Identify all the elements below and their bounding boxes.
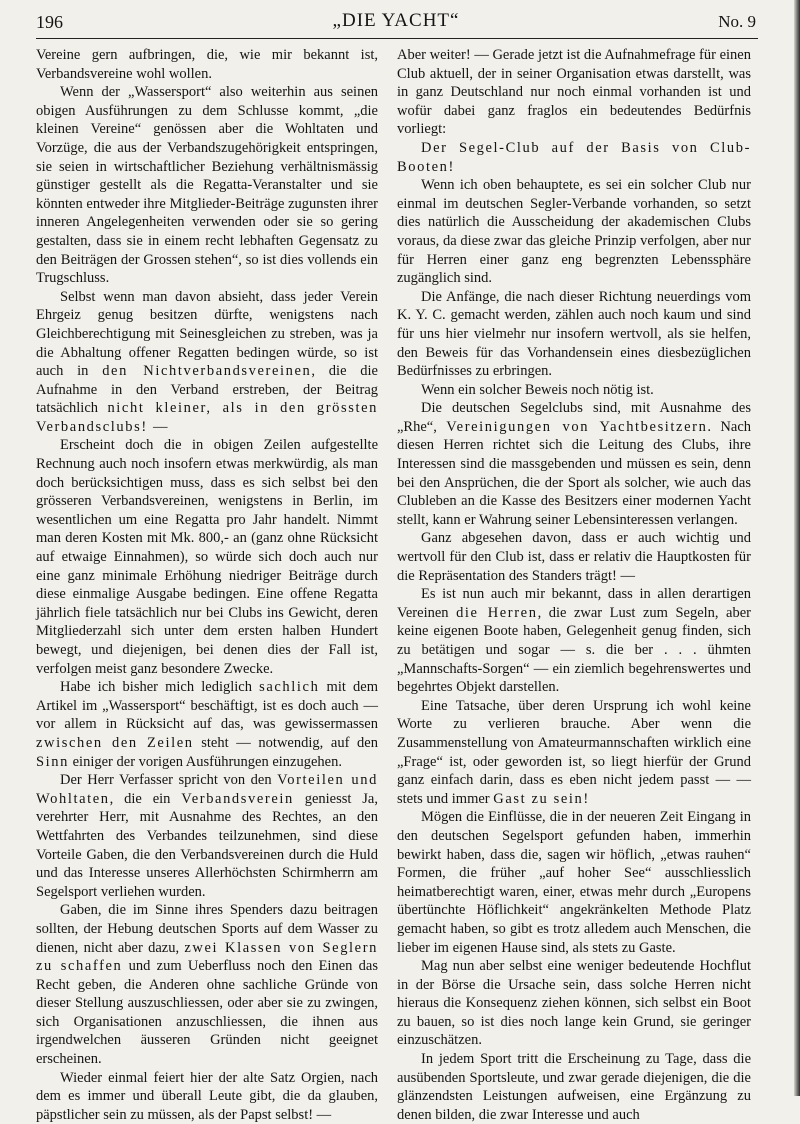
spaced-emphasis: die Herren: [456, 604, 538, 621]
paragraph: Wieder einmal feiert hier der alte Satz Orgien, nach dem es immer und überall Leute gibt, die da glauben, päpstlicher sein zu müssen, als der Papst selbst! —: [36, 1069, 378, 1123]
paragraph: Die Anfänge, die nach dieser Richtung neuerdings vom K. Y. C. gemacht werden, zählen auch noch kaum und sind für uns hier vielmehr nur insofern wertvoll, als sie helfen, den Beweis für das Vorhandensein eines diesbezüglichen Bedürfnisses zu erbringen.: [397, 288, 751, 380]
spaced-emphasis: Gast zu sein!: [493, 790, 590, 807]
paragraph: Mögen die Einflüsse, die in der neueren Zeit Eingang in den deutschen Segelsport gefunden haben, immerhin bewirkt haben, dass die, sagen wir höflich, „etwas rauhen“ Formen, die früher „auf hoher See“ ausschliesslich heimatberechtigt waren, einer, etwas mehr durch „Europens übertünchte Höflichkeit“ angekränkelten Methode Platz gemacht haben, so gibt es trotz alledem auch Menschen, die lieber im eigenen Hause sind, als stets zu Gaste.: [397, 809, 751, 956]
paragraph: Mag nun aber selbst eine weniger bedeutende Hochflut in der Börse die Ursache sein, dass solche Herren nicht hieraus die Konsequenz ziehen können, sich selbst ein Boot zu bauen, so ist dies noch lange kein Grund, sie geringer einzuschätzen.: [397, 958, 751, 1049]
spaced-emphasis: Sinn: [36, 753, 69, 770]
right-column: [397, 46, 751, 1124]
spaced-emphasis: Vorteilen und Wohltaten: [36, 772, 378, 807]
left-column: [36, 46, 378, 1124]
journal-title: „DIE YACHT“: [332, 10, 460, 31]
paragraph: Gaben, die im Sinne ihres Spenders dazu beitragen sollten, der Hebung deutschen Sports auf dem Wasser zu dienen, nicht aber dazu, zwei Klassen von Seglern zu schaffen und zum Ueberfluss noch den Einen das Recht geben, die Anderen ohne sachliche Gründe von dieser Stellung auszuschliessen, oder aber sie zu zwingen, sich Organisationen anzuschliessen, die ihnen aus irgendwelchen äusseren Gründen nicht geeignet erscheinen.: [36, 902, 378, 1068]
paragraph: Ganz abgesehen davon, dass er auch wichtig und wertvoll für den Club ist, dass er relativ die Hauptkosten für die Repräsentation des Standers trägt! —: [397, 530, 751, 584]
spaced-emphasis: zwischen den Zeilen: [36, 734, 194, 751]
spaced-emphasis: sachlich: [259, 679, 320, 696]
spaced-emphasis: den Nichtverbandsvereinen: [102, 363, 312, 380]
paragraph: Aber weiter! — Gerade jetzt ist die Aufnahmefrage für einen Club aktuell, der in seiner Organisation etwas darstellt, was in ganz Deutschland nur noch einmal vorhanden ist und wofür dabei ganz fraglos ein bedeutendes Bedürfnis vorliegt:: [397, 47, 751, 138]
paragraph: Wenn ein solcher Beweis noch nötig ist.: [421, 381, 654, 398]
paragraph: In jedem Sport tritt die Erscheinung zu Tage, dass die ausübenden Sportsleute, und zwar gerade diejenigen, die die glänzendsten Leistungen aufweisen, eine Ergänzung zu denen bilden, die zwar Interesse und auch: [397, 1051, 751, 1123]
page-number: 196: [36, 12, 63, 32]
issue-number: No. 9: [718, 12, 756, 31]
paragraph: Es ist nun auch mir bekannt, dass in allen derartigen Vereinen die Herren, die zwar Lust zum Segeln, aber keine eigenen Boote haben, Gelegenheit genug finden, sich zu betätigen und sogar — s. die ber . . . ühmten „Mannschafts-Sorgen“ — ein ziemlich begehrenswertes und begehrtes Objekt darstellen.: [397, 586, 752, 696]
spaced-emphasis: zwei Klassen von Seglern zu schaffen: [36, 939, 378, 975]
page-header: [36, 10, 756, 36]
header-rule: [36, 38, 758, 39]
paragraph: Erscheint doch die in obigen Zeilen aufgestellte Rechnung auch noch insofern etwas merkwürdig, als man doch berücksichtigen muss, dass es sich selbst bei den grösseren Verbandsvereinen, wenigstens in Berlin, im wesentlichen um eine Regatta pro Jahr handelt. Nimmt man deren Kosten mit Mk. 800,- an (ganz ohne Rücksicht auf etwaige Einnahmen), so würde sich doch auch nur eine ganz minimale Erhöhung niedriger Beiträge durch diese einmalige Ausgabe bedingen. Eine offene Regatta jährlich fiele tatsächlich nur bei Clubs ins Gewicht, deren Mitgliederzahl sich unter dem ersten halben Hundert bewegt, und diejenigen, bei denen dies der Fall ist, verfolgen meist ganz besondere Zwecke.: [36, 437, 378, 677]
spaced-emphasis: nicht kleiner, als in den grössten Verbandsclubs! —: [36, 400, 378, 435]
paragraph: Selbst wenn man davon absieht, dass jeder Verein Ehrgeiz genug besitzen dürfte, wenigstens nach Gleichberechtigung mit Seinesgleichen zu streben, was ja die Abhaltung offener Regatten bedingen würde, so ist auch in den Nichtverbandsvereinen, die die Aufnahme in den Verband erstreben, der Beitrag tatsächlich nicht kleiner, als in den grössten Verbandsclubs! —: [36, 288, 378, 435]
paragraph: Die deutschen Segelclubs sind, mit Ausnahme des „Rhe“, Vereinigungen von Yachtbesitzern. Nach diesen Herren richtet sich die Leitung des Clubs, ihre Interessen sind die massgebenden und müssen es sein, denn bei den Ansprüchen, die der Sport als solcher, wie auch das Clubleben an die Kasse des Besitzers einer modernen Yacht stellt, kann er Wahrung seiner Lebensinteressen verlangen.: [397, 400, 751, 528]
paragraph: Vereine gern aufbringen, die, wie mir bekannt ist, Verbandsvereine wohl wollen.: [36, 47, 378, 82]
paragraph: Wenn ich oben behauptete, es sei ein solcher Club nur einmal im deutschen Segler-Verbande vorhanden, so setzt dies natürlich die Ausscheidung der akademischen Clubs voraus, da diese zwar das gleiche Prinzip verfolgen, aber nur für Herren einer ganz eng begrenzten Lebenssphäre zugänglich sind.: [397, 177, 751, 287]
paragraph: Der Herr Verfasser spricht von den Vorteilen und Wohltaten, die ein Verbandsverein geniesst Ja, verehrter Herr, mit Ausnahme des Rechtes, an den Wettfahrten des Verbandes teilzunehmen, sind diese Vorteile Gaben, die den Verbandsvereinen durch die Huld und das Interesse unseres Allerhöchsten Schirmherrn am Segelsport verliehen wurden.: [36, 772, 378, 900]
spaced-emphasis: Vereinigungen von Yachtbesitzern: [446, 418, 708, 435]
club-boat-heading: Der Segel-Club auf der Basis von Club-Booten!: [397, 139, 751, 175]
spaced-emphasis: Verbandsverein: [181, 790, 294, 807]
paragraph: Habe ich bisher mich lediglich sachlich mit dem Artikel im „Wassersport“ beschäftigt, ist es doch auch — vor allem in Rücksicht auf das, was gewissermassen zwischen den Zeilen steht — notwendig, auf den Sinn einiger der vorigen Ausführungen einzugehen.: [36, 679, 378, 770]
paragraph: Wenn der „Wassersport“ also weiterhin aus seinen obigen Ausführungen zu dem Schlusse kommt, „die kleinen Vereine“ genössen aber die Wohltaten und Vorzüge, die aus der Verbandszugehörigkeit entspringen, sie seien in wirtschaftlicher Beziehung verhältnismässig günstiger gestellt als die Regatta-Veranstalter und sie könnten entweder ihre Mitglieder-Beiträge zugunsten ihrer inneren Angelegenheiten verwenden oder sie so gering gestalten, dass sie in einem recht lebhaften Gegensatz zu den Beiträgen der Grossen stehen“, so ist dies vollends ein Trugschluss.: [36, 84, 378, 287]
page-edge-shadow: [794, 0, 800, 1096]
paragraph: Eine Tatsache, über deren Ursprung ich wohl keine Worte zu verlieren brauche. Aber wenn die Zusammenstellung von Amateurmannschaften wirklich eine „Frage“ ist, oder geworden ist, so liegt hierfür der Grund ganz einfach darin, dass es eben nicht jedem passt — — stets und immer Gast zu sein!: [397, 697, 751, 807]
